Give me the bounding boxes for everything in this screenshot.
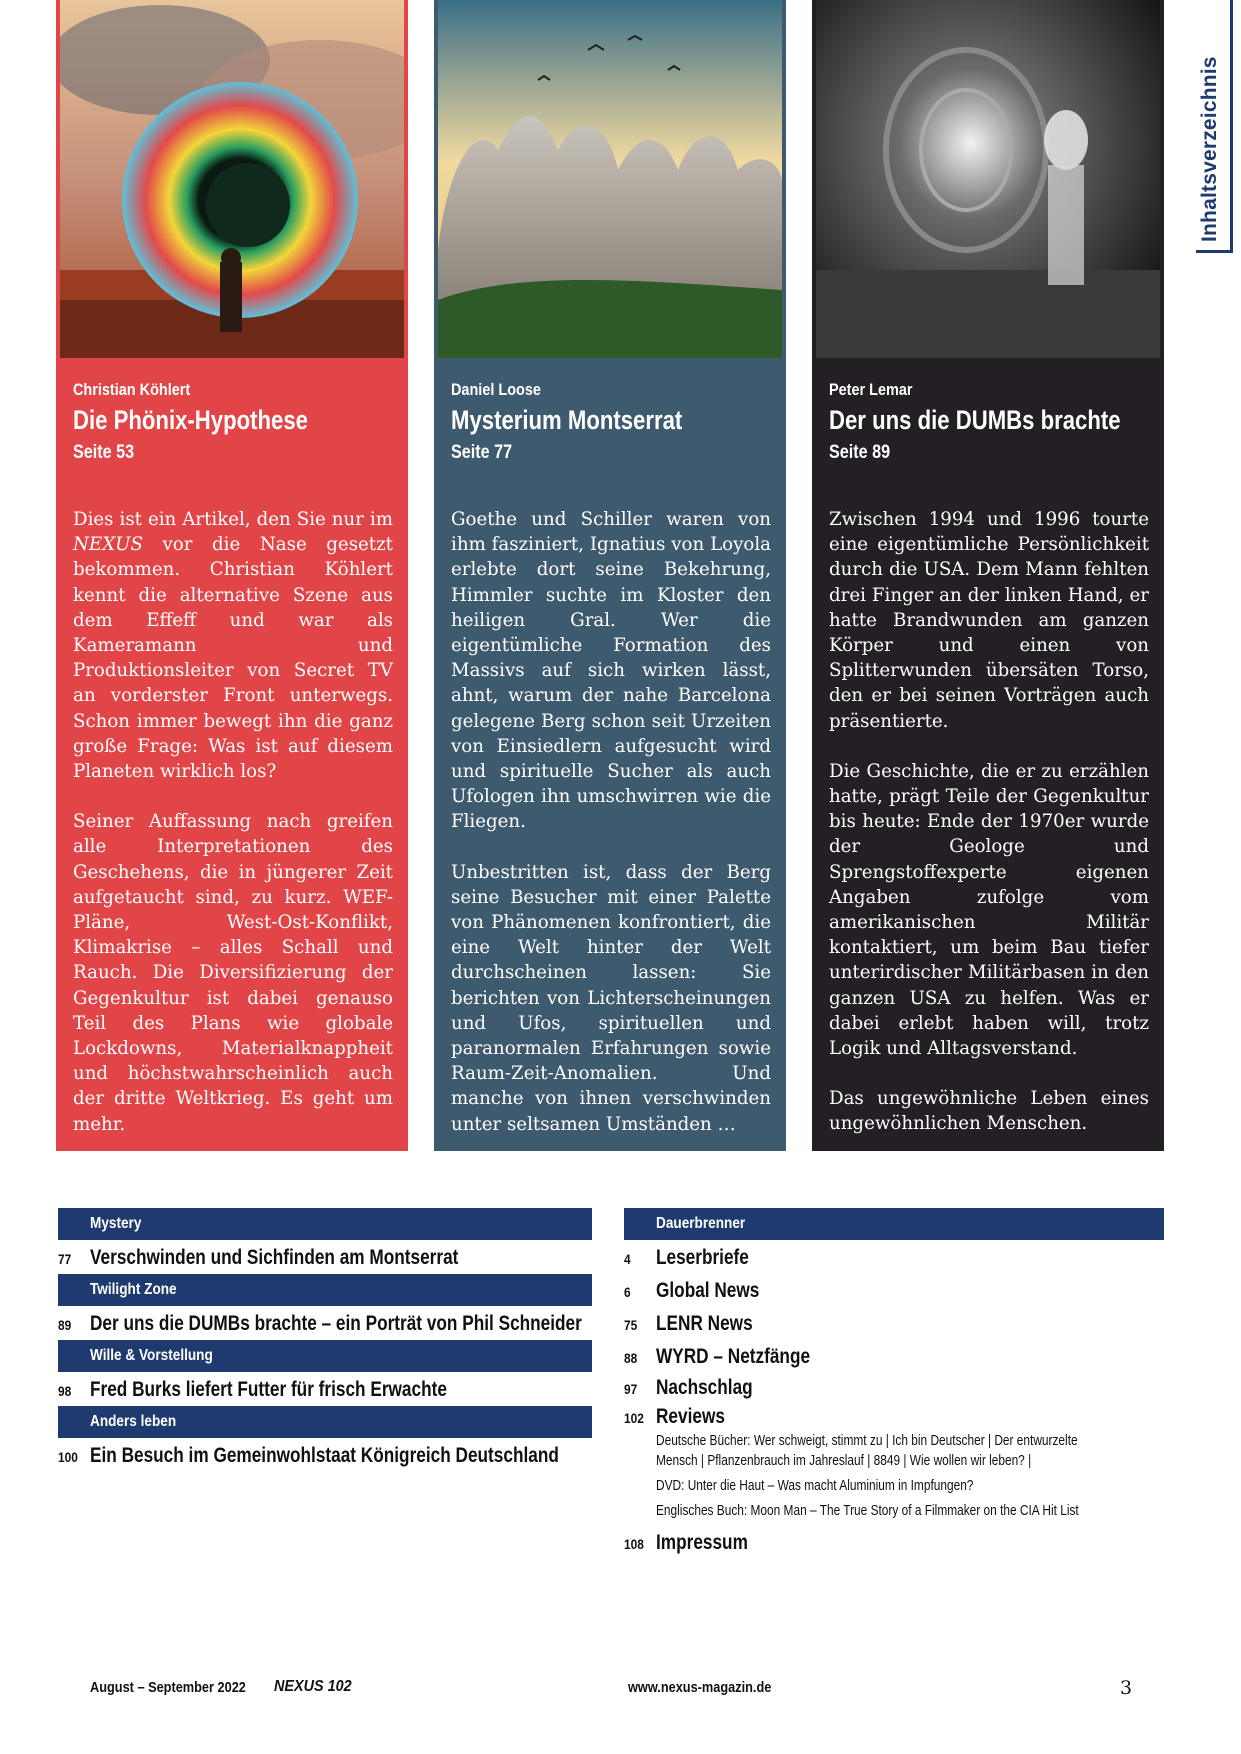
footer-website[interactable]: www.nexus-magazin.de xyxy=(628,1679,772,1696)
article-title[interactable]: Der uns die DUMBs brachte xyxy=(829,405,1121,435)
teaser-paragraph: Unbestritten ist, dass der Berg seine Besucher mit einer Palette von Phänomenen konfrontiert, die eine Welt hinter der Welt durchscheinen lassen: Sie berichten von Lichterscheinungen und Ufos, spirituellen und paranormalen Erfahrungen sowie Raum-Zeit-Anomalien. Und manche von ihnen verschwinden unter seltsamen Umständen … xyxy=(451,861,771,1135)
article-image-montserrat xyxy=(438,0,782,358)
teaser-paragraph: Seiner Auffassung nach greifen alle Interpretationen des Geschehens, die in jüngerer Zeit aufgetaucht sind, zu kurz. WEF-Pläne, West-Ost-Konflikt, Klimakrise – alles Schall und Rauch. Die Diversifizierung der Gegenkultur ist dabei genauso Teil des Plans wie globale Lockdowns, Materialknappheit und höchstwahrscheinlich auch der dritte Weltkrieg. Es geht um mehr. xyxy=(73,811,393,1135)
page-number: 3 xyxy=(1120,1677,1133,1699)
article-author: Daniel Loose xyxy=(451,380,541,399)
footer-magazine: NEXUS 102 xyxy=(274,1678,352,1695)
toc-section-anders-leben: Anders leben xyxy=(58,1406,592,1438)
article-author: Peter Lemar xyxy=(829,380,913,399)
article-card-montserrat[interactable] xyxy=(434,0,786,1151)
article-image-phoenix xyxy=(60,0,404,358)
teaser-paragraph: Dies ist ein Artikel, den Sie nur im NEXUS vor die Nase gesetzt bekommen. Christian Köhlert kennt die alternative Szene aus dem Effeff und war als Kameramann und Produktionsleiter von Secret TV an vorderster Front unterwegs. Schon immer bewegt ihn die ganz große Frage: Was ist auf diesem Planeten wirklich los? xyxy=(73,509,393,783)
toc-section-dauerbrenner: Dauerbrenner xyxy=(624,1208,1164,1240)
teaser-paragraph: Goethe und Schiller waren von ihm fasziniert, Ignatius von Loyola erlebte dort seine Bekehrung, Himmler suchte im Kloster den heiligen Gral. Wer die eigentümliche Formation des Massivs auf sich wirken lässt, ahnt, warum der nahe Barcelona gelegene Berg schon seit Urzeiten von Einsiedlern aufgesucht wird und spirituelle Sucher als auch Ufologen ihn umschwirren wie die Fliegen. xyxy=(451,509,771,833)
article-page: Seite 77 xyxy=(451,442,513,463)
review-line: Englisches Buch: Moon Man – The True Story of a Filmmaker on the CIA Hit List xyxy=(656,1503,1079,1519)
article-teaser xyxy=(451,507,771,1162)
section-tab-label: Inhaltsverzeichnis xyxy=(1198,56,1221,242)
review-line: Mensch | Pflanzenbrauch im Jahreslauf | 8849 | Wie wollen wir leben? | xyxy=(656,1453,1032,1469)
article-title[interactable]: Die Phönix-Hypothese xyxy=(73,405,308,435)
review-line: Deutsche Bücher: Wer schweigt, stimmt zu | Ich bin Deutscher | Der entwurzelte xyxy=(656,1433,1078,1449)
article-page: Seite 89 xyxy=(829,442,891,463)
article-card-dumbs[interactable] xyxy=(812,0,1164,1151)
article-image-dumbs xyxy=(816,0,1160,358)
article-page: Seite 53 xyxy=(73,442,135,463)
teaser-paragraph: Das ungewöhnliche Leben eines ungewöhnlichen Menschen. xyxy=(829,1088,1149,1135)
article-teaser xyxy=(829,507,1149,1162)
footer-date: August – September 2022 xyxy=(90,1679,246,1696)
article-author: Christian Köhlert xyxy=(73,380,191,399)
toc-section-mystery: Mystery xyxy=(58,1208,592,1240)
article-card-phoenix[interactable] xyxy=(56,0,408,1151)
toc-section-wille-vorstellung: Wille & Vorstellung xyxy=(58,1340,592,1372)
article-title[interactable]: Mysterium Montserrat xyxy=(451,405,683,435)
magazine-name: NEXUS xyxy=(73,534,143,556)
toc-section-twilight-zone: Twilight Zone xyxy=(58,1274,592,1306)
article-teaser xyxy=(73,507,393,1162)
review-line: DVD: Unter die Haut – Was macht Aluminium in Impfungen? xyxy=(656,1478,974,1494)
teaser-paragraph: Zwischen 1994 und 1996 tourte eine eigentümliche Persönlichkeit durch die USA. Dem Mann fehlten drei Finger an der linken Hand, er hatte Brandwunden am ganzen Körper und einen von Splitterwunden übersäten Torso, den er bei seinen Vorträgen auch präsentierte. xyxy=(829,509,1149,732)
teaser-paragraph: Die Geschichte, die er zu erzählen hatte, prägt Teile der Gegenkultur bis heute: Ende der 1970er wurde der Geologe und Sprengstoffexperte eigenen Angaben zufolge vom amerikanischen Militär kontaktiert, um beim Bau tiefer unterirdischer Militärbasen in den ganzen USA zu helfen. Was er dabei erlebt haben will, trotz Logik und Alltagsverstand. xyxy=(829,760,1149,1060)
section-tab xyxy=(1196,0,1233,253)
